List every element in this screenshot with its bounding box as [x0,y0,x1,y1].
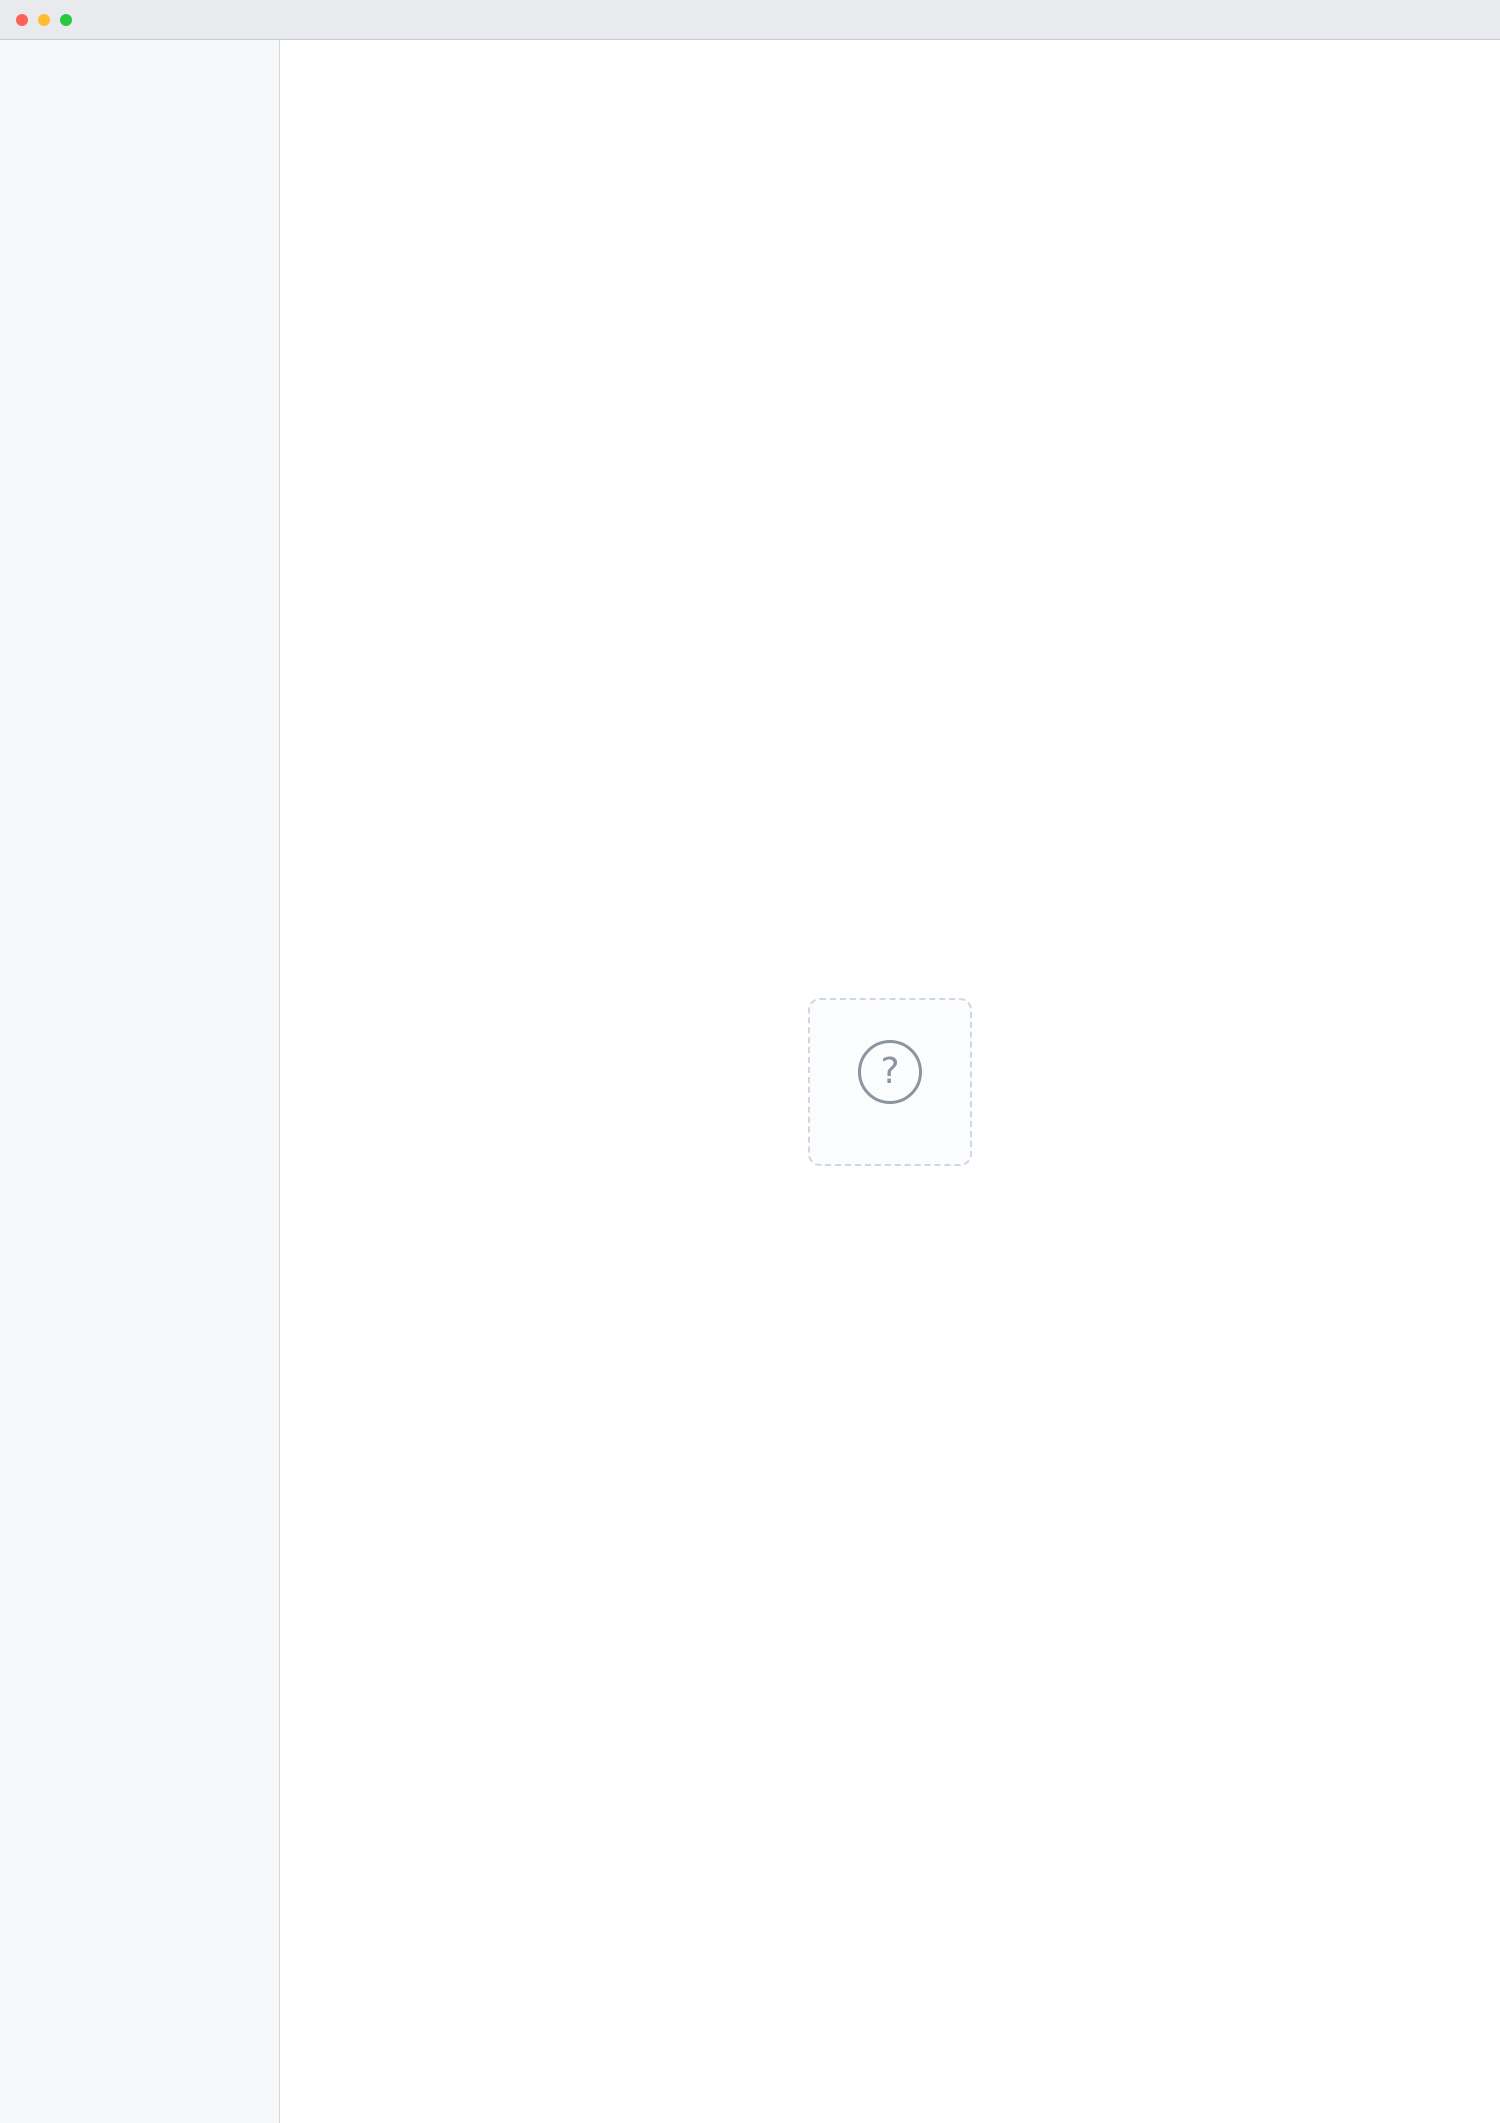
missing-image-notice [808,998,972,1166]
window-body [0,40,1500,2123]
title-bar [0,0,1500,40]
sidebar [0,40,280,2123]
maximize-window-button[interactable] [60,14,72,26]
close-window-button[interactable] [16,14,28,26]
main-content [280,40,1500,2123]
image-missing-icon: ? [858,1040,922,1104]
minimize-window-button[interactable] [38,14,50,26]
